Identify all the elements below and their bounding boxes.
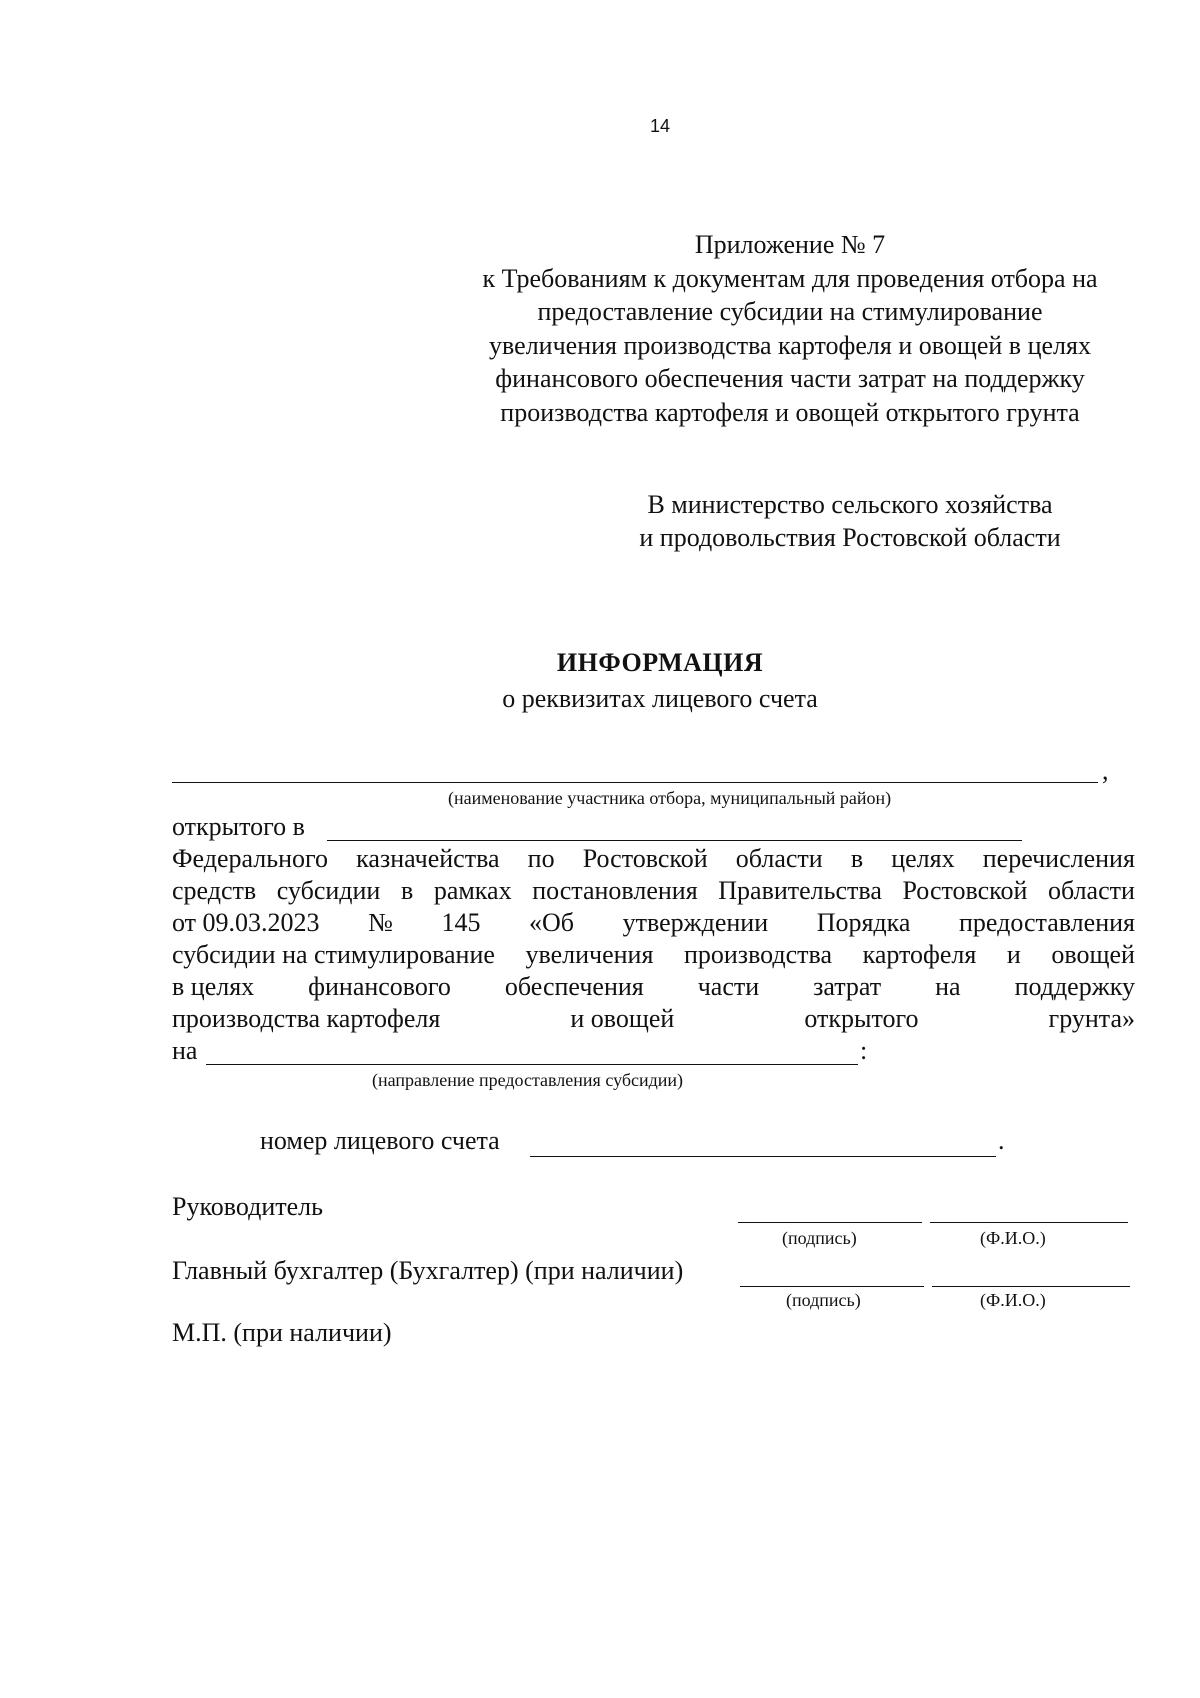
direction-suffix: : xyxy=(860,1036,868,1065)
accountant-name-caption: (Ф.И.О.) xyxy=(980,1290,1046,1310)
participant-trailing-comma: , xyxy=(1102,756,1109,785)
appendix-line: Приложение № 7 xyxy=(694,230,886,259)
document-subtitle: о реквизитах лицевого счета xyxy=(502,684,818,713)
addressee-line: и продовольствия Ростовской области xyxy=(639,523,1061,552)
direction-line[interactable] xyxy=(206,1064,858,1065)
body-line-5: в целях финансового обеспечения части затрат на поддержку xyxy=(172,972,1135,1001)
body-line-2: средств субсидии в рамках постановления Правительства Ростовской области xyxy=(172,876,1135,905)
appendix-header xyxy=(450,228,1130,429)
head-name-caption: (Ф.И.О.) xyxy=(980,1228,1046,1248)
direction-caption: (направление предоставления субсидии) xyxy=(372,1070,684,1090)
body-line-3: от 09.03.2023 № 145 «Об утверждении Порядка предоставления xyxy=(172,908,1135,937)
page-number: 14 xyxy=(649,116,671,136)
head-name-line[interactable] xyxy=(930,1222,1128,1223)
accountant-signature-caption: (подпись) xyxy=(786,1290,861,1310)
accountant-signature-line[interactable] xyxy=(740,1286,924,1287)
opened-in-line[interactable] xyxy=(327,840,1022,841)
head-signature-caption: (подпись) xyxy=(782,1228,857,1248)
opened-in-label: открытого в xyxy=(172,812,305,841)
addressee-block xyxy=(600,488,1100,554)
appendix-line: увеличения производства картофеля и овощей в целях xyxy=(489,330,1091,360)
participant-caption: (наименование участника отбора, муниципальный район) xyxy=(448,788,892,808)
accountant-label: Главный бухгалтер (Бухгалтер) (при наличии) xyxy=(172,1256,684,1285)
head-label: Руководитель xyxy=(172,1192,323,1221)
participant-name-line[interactable] xyxy=(172,782,1098,783)
direction-prefix: на xyxy=(172,1036,198,1065)
account-number-line[interactable] xyxy=(530,1156,996,1157)
appendix-line: производства картофеля и овощей открытого грунта xyxy=(500,397,1080,427)
appendix-line: финансового обеспечения части затрат на поддержку xyxy=(495,364,1085,393)
document-title: ИНФОРМАЦИЯ xyxy=(556,648,764,677)
appendix-line: к Требованиям к документам для проведения отбора на xyxy=(482,263,1098,293)
body-line-6: производства картофеля и овощей открытого грунта» xyxy=(172,1004,1135,1033)
body-line-1: Федерального казначейства по Ростовской области в целях перечисления xyxy=(172,844,1135,873)
accountant-name-line[interactable] xyxy=(932,1286,1130,1287)
account-suffix: . xyxy=(998,1126,1005,1155)
account-label: номер лицевого счета xyxy=(260,1126,500,1155)
head-signature-line[interactable] xyxy=(738,1222,922,1223)
stamp-label: М.П. (при наличии) xyxy=(172,1318,392,1347)
addressee-line: В министерство сельского хозяйства xyxy=(647,490,1053,519)
body-line-4: субсидии на стимулирование увеличения производства картофеля и овощей xyxy=(172,940,1135,969)
appendix-line: предоставление субсидии на стимулирование xyxy=(537,297,1043,326)
